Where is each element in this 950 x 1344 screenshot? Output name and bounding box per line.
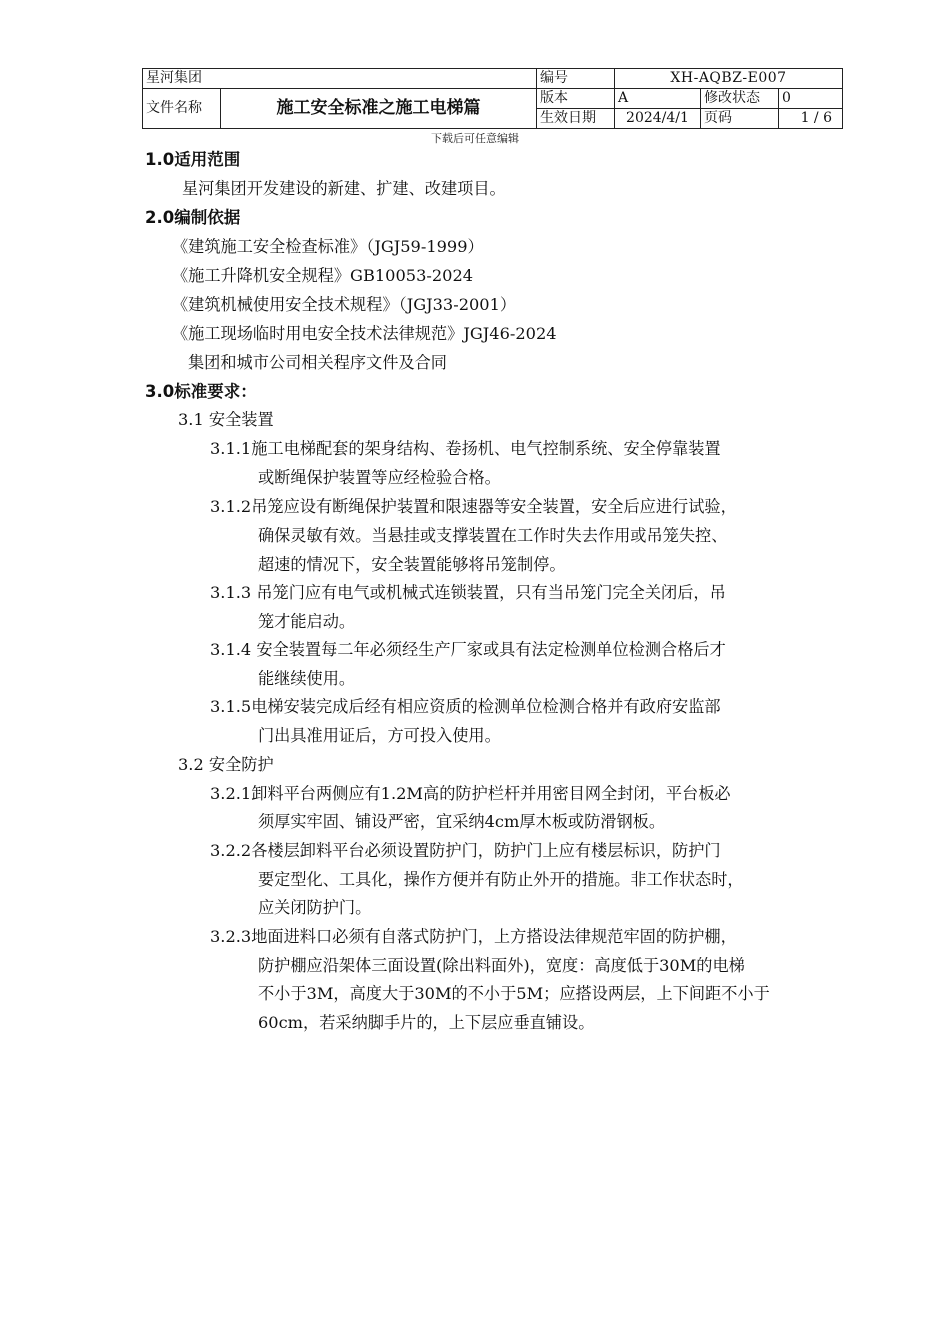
page-label: 页码	[701, 109, 779, 129]
reference-item: 集团和城市公司相关程序文件及合同	[188, 353, 447, 372]
number-label: 编号	[537, 69, 615, 89]
clause-3-1-5: 3.1.5电梯安装完成后经有相应资质的检测单位检测合格并有政府安监部	[210, 697, 721, 716]
document-title: 施工安全标准之施工电梯篇	[221, 89, 537, 129]
clause-3-1-3-cont: 笼才能启动。	[258, 612, 356, 631]
download-note: 下载后可任意编辑	[431, 132, 519, 145]
revision-value: 0	[779, 89, 843, 109]
clause-3-1-4: 3.1.4 安全装置每二年必须经生产厂家或具有法定检测单位检测合格后才	[210, 640, 726, 659]
company-name: 星河集团	[143, 69, 537, 89]
subsection-heading-safety-protection: 3.2 安全防护	[178, 755, 274, 774]
clause-3-1-3: 3.1.3 吊笼门应有电气或机械式连锁装置，只有当吊笼门完全关闭后，吊	[210, 583, 726, 602]
clause-3-2-1: 3.2.1卸料平台两侧应有1.2M高的防护栏杆并用密目网全封闭，平台板必	[210, 784, 731, 803]
clause-3-1-2-cont: 超速的情况下，安全装置能够将吊笼制停。	[258, 555, 566, 574]
version-label: 版本	[537, 89, 615, 109]
clause-3-1-2-cont: 确保灵敏有效。当悬挂或支撑装置在工作时失去作用或吊笼失控、	[258, 526, 728, 545]
revision-label: 修改状态	[701, 89, 779, 109]
clause-3-1-5-cont: 门出具准用证后，方可投入使用。	[258, 726, 501, 745]
version-value: A	[615, 89, 701, 109]
document-number: XH-AQBZ-E007	[615, 69, 843, 89]
subsection-heading-safety-devices: 3.1 安全装置	[178, 410, 274, 429]
clause-3-1-4-cont: 能继续使用。	[258, 669, 356, 688]
clause-3-2-3-cont: 防护棚应沿架体三面设置(除出料面外)，宽度：高度低于30M的电梯	[258, 956, 745, 975]
reference-item: 《建筑施工安全检查标准》（JGJ59-1999）	[172, 237, 484, 256]
reference-item: 《建筑机械使用安全技术规程》（JGJ33-2001）	[172, 295, 517, 314]
clause-3-2-3: 3.2.3地面进料口必须有自落式防护门，上方搭设法律规范牢固的防护棚，	[210, 927, 737, 946]
clause-3-2-1-cont: 须厚实牢固、铺设严密，宜采纳4cm厚木板或防滑钢板。	[258, 812, 666, 831]
document-header-table	[142, 68, 843, 129]
effective-date-value: 2024/4/1	[615, 109, 701, 129]
effective-date-label: 生效日期	[537, 109, 615, 129]
clause-3-2-3-cont: 不小于3M，高度大于30M的不小于5M；应搭设两层，上下间距不小于	[258, 984, 770, 1003]
clause-3-2-2-cont: 要定型化、工具化，操作方便并有防止外开的措施。非工作状态时，	[258, 870, 744, 889]
page-number: 1 / 6	[779, 109, 843, 129]
reference-item: 《施工升降机安全规程》GB10053-2024	[172, 266, 474, 285]
clause-3-2-2-cont: 应关闭防护门。	[258, 898, 372, 917]
clause-3-1-1-cont: 或断绳保护装置等应经检验合格。	[258, 468, 501, 487]
scope-text: 星河集团开发建设的新建、扩建、改建项目。	[182, 179, 506, 198]
section-heading-requirements: 3.0标准要求：	[145, 382, 257, 401]
clause-3-1-1: 3.1.1施工电梯配套的架身结构、卷扬机、电气控制系统、安全停靠装置	[210, 439, 721, 458]
clause-3-1-2: 3.1.2吊笼应设有断绳保护装置和限速器等安全装置，安全后应进行试验，	[210, 497, 737, 516]
clause-3-2-2: 3.2.2各楼层卸料平台必须设置防护门，防护门上应有楼层标识，防护门	[210, 841, 721, 860]
filename-label: 文件名称	[143, 89, 221, 129]
reference-item: 《施工现场临时用电安全技术法律规范》JGJ46-2024	[172, 324, 557, 343]
section-heading-basis: 2.0编制依据	[145, 208, 241, 227]
section-heading-scope: 1.0适用范围	[145, 150, 241, 169]
clause-3-2-3-cont: 60cm，若采纳脚手片的，上下层应垂直铺设。	[258, 1013, 595, 1032]
